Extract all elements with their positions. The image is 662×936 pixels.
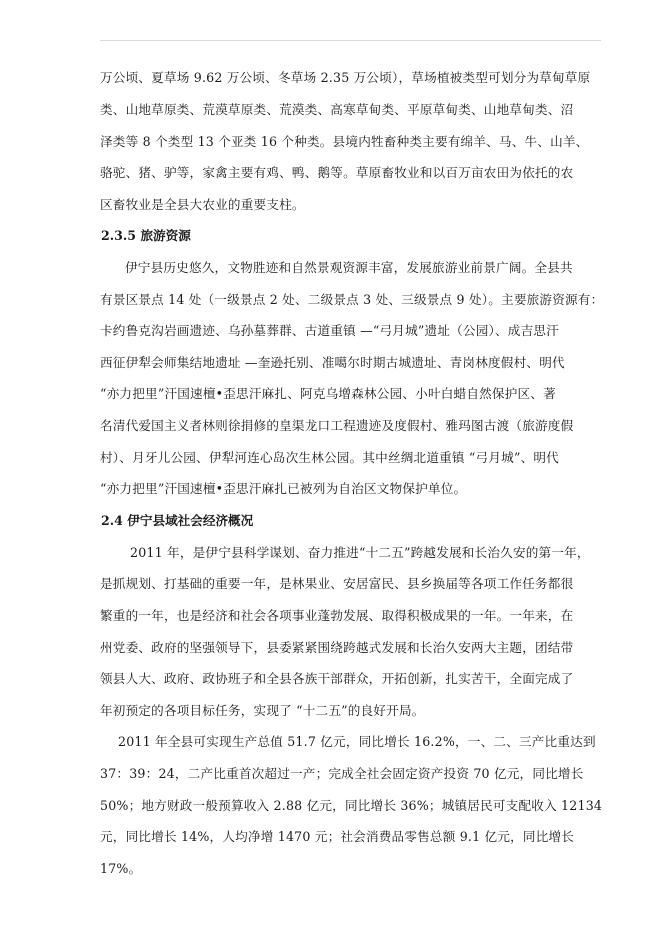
text-line: 类、山地草原类、荒漠草原类、荒漠类、高寒草甸类、平原草甸类、山地草甸类、沼 [100, 102, 574, 117]
text-line: 西征伊犁会师集结地遗址 —奎逊托别、准噶尔时期古城遗址、青岗林度假村、明代 [100, 355, 565, 370]
text-line: 17%。 [100, 861, 142, 876]
text-line: 村）、月牙儿公园、伊犁河连心岛次生林公园。其中丝绸北道重镇 “弓月城”、明代 [100, 450, 559, 465]
text-line: 骆驼、猪、驴等，家禽主要有鸡、鸭、鹅等。草原畜牧业和以百万亩农田为依托的农 [100, 165, 574, 180]
text-line: 万公顷、夏草场 9.62 万公顷、冬草场 2.35 万公顷），草场植被类型可划分为草甸草原 [100, 70, 591, 85]
text-line: 区畜牧业是全县大农业的重要支柱。 [100, 197, 305, 212]
text-line: 名清代爱国主义者林则徐捐修的皇渠龙口工程遗迹及度假村、雅玛图古渡（旅游度假 [100, 418, 574, 433]
text-line: 州党委、政府的坚强领导下，县委紧紧围绕跨越式发展和长治久安两大主题，团结带 [100, 640, 574, 655]
text-line: 2011 年，是伊宁县科学谋划、奋力推进“十二五”跨越发展和长治久安的第一年， [130, 545, 590, 560]
text-line: 37：39：24，二产比重首次超过一产；完成全社会固定资产投资 70 亿元，同比增长 [100, 766, 584, 781]
header-rule [100, 40, 601, 41]
text-line: 领县人大、政府、政协班子和全县各族干部群众，开拓创新，扎实苦干，全面完成了 [100, 671, 574, 686]
text-line: 50%；地方财政一般预算收入 2.88 亿元，同比增长 36%；城镇居民可支配收入 12134 [100, 798, 603, 813]
text-line: 卡约鲁克沟岩画遗迹、乌孙墓葬群、古道重镇 —“弓月城”遗址（公园）、成吉思汗 [100, 323, 559, 338]
text-line: 伊宁县历史悠久，文物胜迹和自然景观资源丰富，发展旅游业前景广阔。全县共 [125, 260, 573, 275]
section-heading-2-4: 2.4 伊宁县域社会经济概况 [101, 513, 254, 528]
text-line: 2011 年全县可实现生产总值 51.7 亿元，同比增长 16.2%，一、二、三产比重达到 [118, 734, 596, 749]
section-heading-2-3-5: 2.3.5 旅游资源 [101, 228, 191, 243]
text-line: 有景区景点 14 处（一级景点 2 处、二级景点 3 处、三级景点 9 处）。主要旅游资源有： [100, 292, 604, 307]
text-line: 泽类等 8 个类型 13 个亚类 16 个种类。县境内牲畜种类主要有绵羊、马、牛、山羊、 [100, 134, 589, 149]
text-line: 元，同比增长 14%，人均净增 1470 元；社会消费品零售总额 9.1 亿元，同比增长 [100, 829, 575, 844]
text-line: 年初预定的各项目标任务，实现了 “十二五”的良好开局。 [100, 703, 425, 718]
text-line: “亦力把里”汗国速檀•歪思汗麻扎已被列为自治区文物保护单位。 [100, 481, 467, 496]
text-line: 繁重的一年，也是经济和社会各项事业蓬勃发展、取得积极成果的一年。一年来，在 [100, 608, 574, 623]
text-line: “亦力把里”汗国速檀•歪思汗麻扎、阿克乌增森林公园、小叶白蜡自然保护区、著 [100, 386, 556, 401]
text-line: 是抓规划、打基础的重要一年，是林果业、安居富民、县乡换届等各项工作任务都很 [100, 576, 574, 591]
